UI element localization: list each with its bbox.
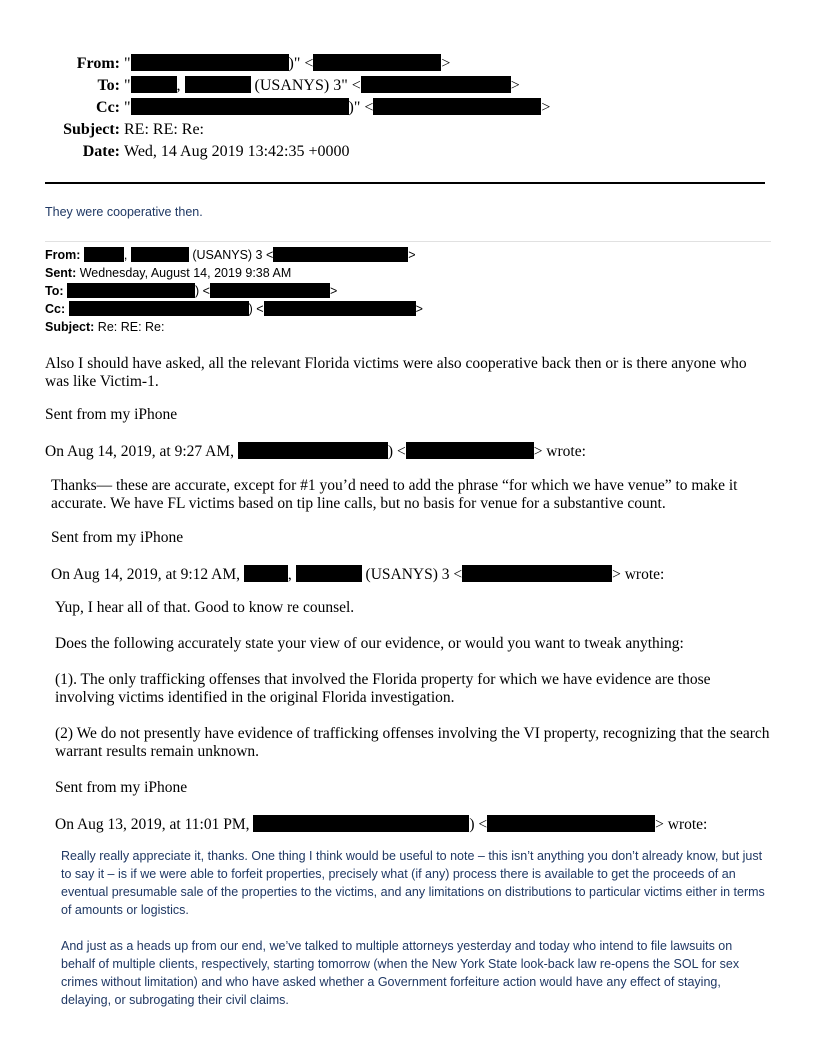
quoted-from-end: > [408, 248, 416, 262]
to-separator: (USANYS) 3" < [250, 77, 361, 94]
redaction-block [296, 565, 362, 582]
reply-note: They were cooperative then. [45, 205, 203, 219]
header-cc-row [0, 97, 816, 119]
redaction-block [69, 301, 249, 316]
quoted-cc-row [45, 300, 423, 318]
sent-from-iphone-3: Sent from my iPhone [55, 779, 188, 796]
redaction-block [361, 76, 511, 93]
redaction-block [273, 247, 408, 262]
quoted-to-row [45, 282, 423, 300]
redaction-block [131, 98, 349, 115]
attribution-3-suffix: > wrote: [655, 816, 708, 833]
body-paragraph-5: (1). The only trafficking offenses that involved the Florida property for which we have evidence are those involving victims identified in the original Florida investigation. [55, 671, 711, 706]
redaction-block [238, 442, 388, 459]
body-paragraph-2: Thanks— these are accurate, except for #1 you’d need to add the phrase “for which we have venue” to make it accurate. We have FL victims based on tip line calls, but no basis for venue for a substantive count. [51, 477, 738, 512]
body-paragraph-8: And just as a heads up from our end, we’ve talked to multiple attorneys yesterday and today who intend to file lawsuits on behalf of multiple clients, respectively, starting tomorrow (when the New York State look-back law re-opens the SOL for sex crimes without limitation) and who have asked whether a Government forfeiture action would have any effect of staying, delaying, or subrogating their civil claims. [61, 939, 740, 1007]
redaction-block [487, 815, 655, 832]
body-paragraph-7: Really really appreciate it, thanks. One thing I think would be useful to note – this isn’t anything you don’t already know, but just to say it – is if we were able to forfeit properties, precisely what (if any) process there is available to get the proceeds of an eventual presumable sale of the properties to the victims, and any limitations on distributions to particular victims either in terms of amounts or logistics. [61, 849, 765, 917]
header-from-row [0, 53, 816, 75]
attribution-2-comma: , [287, 566, 292, 583]
header-divider [45, 182, 765, 184]
quoted-subject-label: Subject: [45, 320, 95, 334]
quoted-sent-row [45, 264, 423, 282]
attribution-2-prefix: On Aug 14, 2019, at 9:12 AM, [51, 566, 244, 583]
cc-end: > [541, 99, 551, 116]
quoted-cc-end: > [415, 302, 423, 316]
header-subject-row [0, 119, 816, 141]
quote-mark: " [124, 99, 131, 116]
redaction-block [131, 54, 289, 71]
quote-mark: " [124, 55, 131, 72]
redaction-block [406, 442, 534, 459]
quoted-subject-row [45, 318, 423, 336]
quoted-from-row [45, 246, 423, 264]
quoted-to-separator: ) < [195, 284, 210, 298]
attribution-line-1 [45, 442, 586, 461]
cc-value [124, 97, 550, 119]
quoted-sent-label: Sent: [45, 266, 77, 280]
redaction-block [67, 283, 195, 298]
from-end: > [441, 55, 451, 72]
redaction-block [264, 301, 416, 316]
quoted-divider [45, 241, 771, 242]
attribution-3-prefix: On Aug 13, 2019, at 11:01 PM, [55, 816, 254, 833]
date-value: Wed, 14 Aug 2019 13:42:35 +0000 [124, 143, 350, 160]
body-paragraph-6: (2) We do not presently have evidence of trafficking offenses involving the VI property, recognizing that the search warrant results remain unknown. [55, 725, 770, 760]
sent-from-iphone-2: Sent from my iPhone [51, 529, 184, 546]
quoted-cc-label: Cc: [45, 302, 66, 316]
cc-label: Cc: [96, 99, 120, 116]
cc-separator: )" < [348, 99, 374, 116]
redaction-block [462, 565, 612, 582]
header-date-row [0, 141, 816, 163]
attribution-2-suffix: > wrote: [612, 566, 665, 583]
date-label: Date: [82, 143, 120, 160]
quoted-sent-value: Wednesday, August 14, 2019 9:38 AM [79, 266, 292, 280]
quoted-subject-value: Re: RE: Re: [97, 320, 165, 334]
quoted-from-comma: , [123, 248, 128, 262]
quoted-cc-separator: ) < [248, 302, 264, 316]
subject-value: RE: RE: Re: [124, 121, 204, 138]
quoted-email-header [45, 246, 423, 336]
to-end: > [510, 77, 520, 94]
from-separator: )" < [288, 55, 314, 72]
redaction-block [373, 98, 541, 115]
body-paragraph-4: Does the following accurately state your view of our evidence, or would you want to tweak anything: [55, 635, 684, 652]
body-paragraph-3: Yup, I hear all of that. Good to know re counsel. [55, 599, 355, 616]
attribution-2-separator: (USANYS) 3 < [361, 566, 463, 583]
attribution-1-prefix: On Aug 14, 2019, at 9:27 AM, [45, 443, 238, 460]
quote-mark: " [124, 77, 131, 94]
attribution-3-separator: ) < [469, 816, 488, 833]
redaction-block [253, 815, 469, 832]
attribution-line-3 [55, 815, 707, 834]
attribution-1-suffix: > wrote: [533, 443, 586, 460]
subject-label: Subject: [63, 121, 120, 138]
to-value [124, 75, 520, 97]
message-header [0, 53, 816, 163]
redaction-block [313, 54, 441, 71]
sent-from-iphone-1: Sent from my iPhone [45, 406, 178, 423]
attribution-1-separator: ) < [387, 443, 406, 460]
header-to-row [0, 75, 816, 97]
redaction-block [84, 247, 124, 262]
quoted-from-separator: (USANYS) 3 < [188, 248, 274, 262]
to-label: To: [97, 77, 120, 94]
redaction-block [131, 76, 177, 93]
body-paragraph-1: Also I should have asked, all the relevant Florida victims were also cooperative back then or is there anyone who was like Victim-1. [45, 355, 747, 390]
attribution-line-2 [51, 565, 664, 584]
to-comma: , [176, 77, 181, 94]
redaction-block [131, 247, 189, 262]
redaction-block [185, 76, 251, 93]
from-value [124, 53, 450, 75]
quoted-to-label: To: [45, 284, 64, 298]
from-label: From: [76, 55, 120, 72]
redaction-block [210, 283, 330, 298]
redaction-block [244, 565, 288, 582]
quoted-from-label: From: [45, 248, 81, 262]
quoted-to-end: > [329, 284, 338, 298]
